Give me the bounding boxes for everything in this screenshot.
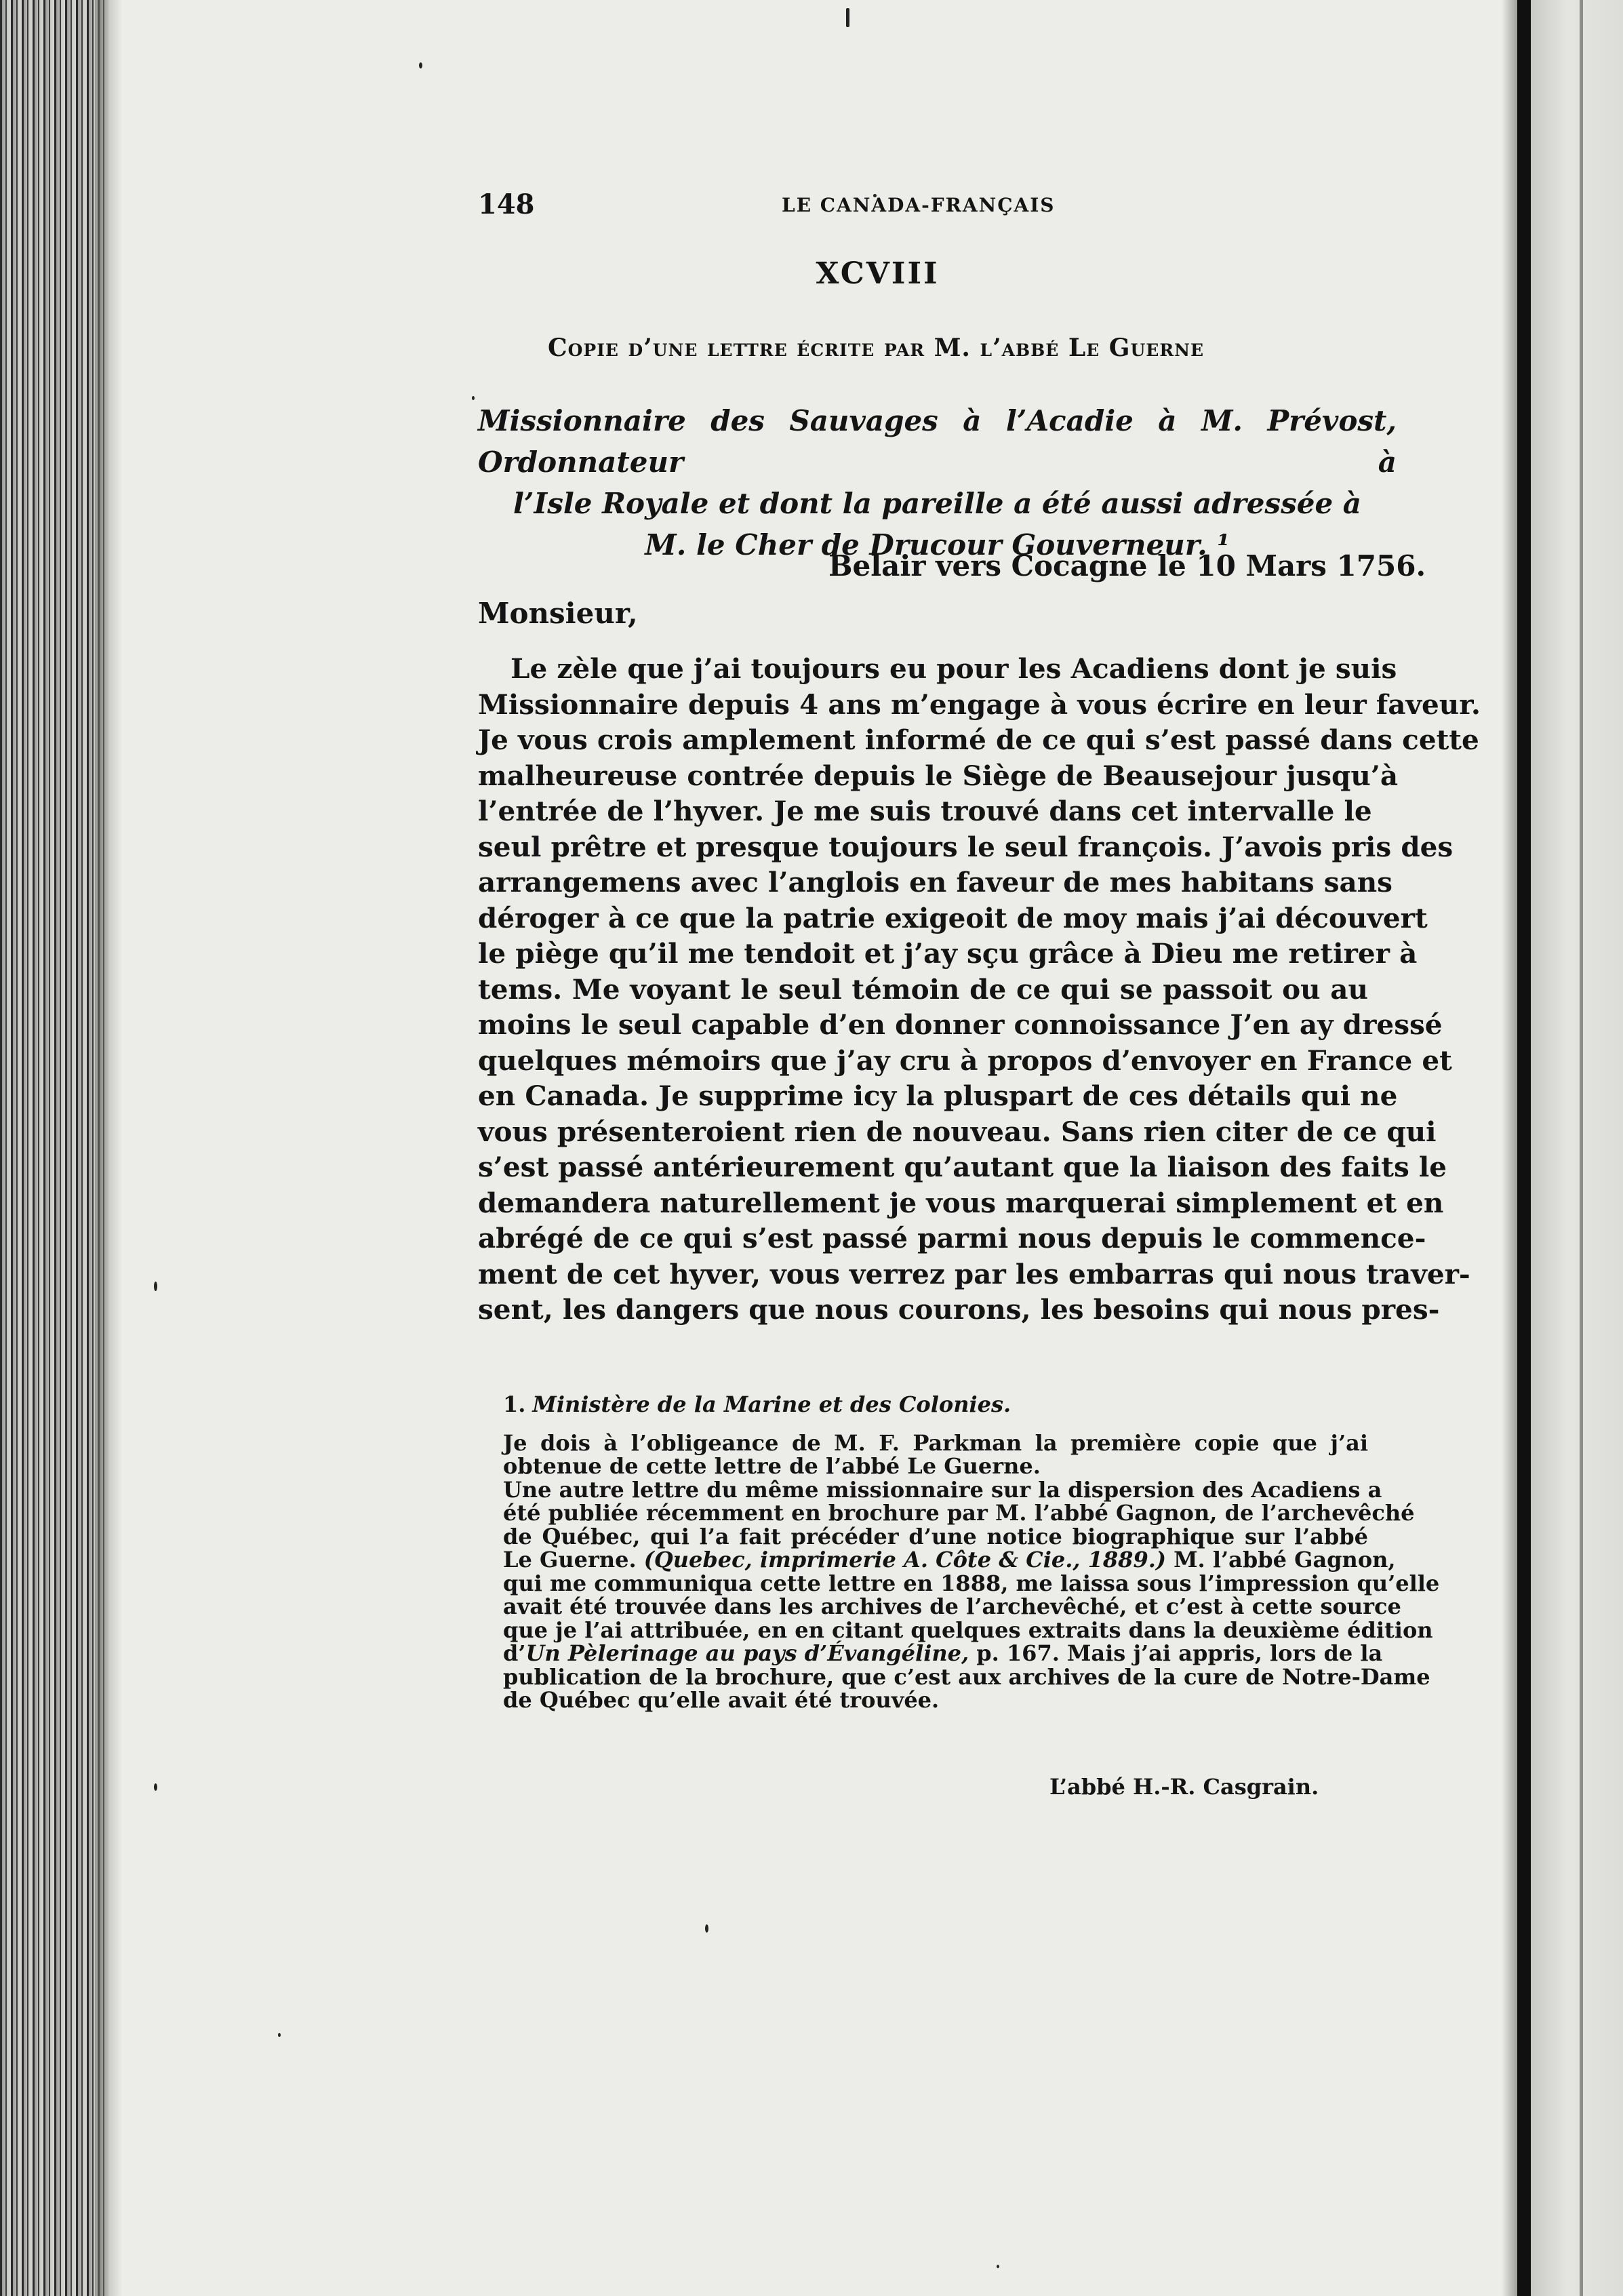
page-edge-shadow: [95, 0, 122, 2296]
body-line: ment de cet hyver, vous verrez par les embarras qui nous traver-: [478, 1257, 1470, 1290]
footnote-fragment: d’: [503, 1640, 526, 1666]
footnote-line: Je dois à l’obligeance de M. F. Parkman la première copie que j’ai: [503, 1429, 1368, 1456]
body-line: tems. Me voyant le seul témoin de ce qui se passoit ou au: [478, 972, 1368, 1006]
footnote-fragment: Le Guerne.: [503, 1547, 637, 1572]
footnote-book-title: Un Pèlerinage au pays d’Évangéline,: [525, 1640, 969, 1666]
footnote-line: avait été trouvée dans les archives de l’archevêché, et c’est à cette source: [503, 1594, 1401, 1619]
letter-dateline: Belair vers Cocagne le 10 Mars 1756.: [828, 549, 1426, 582]
next-page-line: [1580, 0, 1583, 2296]
body-line: Je vous crois amplement informé de ce qui s’est passé dans cette: [478, 724, 1479, 756]
document-subtitle: [478, 400, 1397, 566]
footnote-line: qui me communiqua cette lettre en 1888, me laissa sous l’impression qu’elle: [503, 1570, 1440, 1596]
footnotes: [503, 1391, 1440, 1713]
subtitle-line: l’Isle Royale et dont la pareille a été aussi adressée à: [513, 487, 1362, 520]
running-head: LE CANADA-FRANÇAIS: [782, 194, 1056, 216]
body-line: vous présenteroient rien de nouveau. Sans rien citer de ce qui: [478, 1115, 1437, 1148]
document-number: XCVIII: [816, 256, 940, 291]
next-page-edge: [1531, 0, 1623, 2296]
footnote-fragment: p. 167. Mais j’ai appris, lors de la: [976, 1640, 1383, 1666]
body-line: malheureuse contrée depuis le Siège de Beausejour jusqu’à: [478, 759, 1399, 792]
letter-body: [478, 651, 1481, 1328]
footnote-line: de Québec qu’elle avait été trouvée.: [503, 1687, 940, 1713]
footnote-publisher: (Quebec, imprimerie A. Côte & Cie., 1889.): [643, 1547, 1166, 1572]
body-line: moins le seul capable d’en donner connoissance J’en ay dressé: [478, 1008, 1443, 1041]
footnote-line: publication de la brochure, que c’est aux archives de la cure de Notre-Dame: [503, 1663, 1430, 1690]
body-line: s’est passé antérieurement qu’autant que la liaison des faits le: [478, 1151, 1447, 1183]
footnote-line: que je l’ai attribuée, en en citant quelques extraits dans la deuxième édition: [503, 1617, 1433, 1643]
gutter-shadow: [1502, 0, 1518, 2296]
footnote-line: obtenue de cette lettre de l’abbé Le Guerne.: [503, 1453, 1041, 1479]
footnote-fragment: M. l’abbé Gagnon,: [1174, 1547, 1396, 1572]
footnote-line: été publiée récemment en brochure par M. l’abbé Gagnon, de l’archevêché: [503, 1500, 1415, 1526]
document-title: Copie d’une lettre écrite par M. l’abbé Le Guerne: [548, 334, 1205, 362]
subtitle-line: M. le Cher de Drucour Gouverneur. ¹: [645, 528, 1230, 561]
body-line: Le zèle que j’ai toujours eu pour les Acadiens dont je suis: [510, 652, 1397, 685]
body-line: seul prêtre et presque toujours le seul françois. J’avois pris des: [478, 830, 1454, 863]
page-number: 148: [478, 189, 535, 220]
body-line: abrégé de ce qui s’est passé parmi nous depuis le commence-: [478, 1222, 1426, 1254]
body-line: sent, les dangers que nous courons, les besoins qui nous pres-: [478, 1293, 1440, 1326]
body-line: déroger à ce que la patrie exigeoit de moy mais j’ai découvert: [478, 901, 1428, 934]
footnote-line: Une autre lettre du même missionnaire sur la dispersion des Acadiens a: [503, 1476, 1382, 1503]
footnote-line: de Québec, qui l’a fait précéder d’une notice biographique sur l’abbé: [503, 1523, 1368, 1549]
letter-salutation: Monsieur,: [478, 597, 638, 630]
footnote-source-text: Ministère de la Marine et des Colonies.: [532, 1391, 1011, 1417]
body-line: en Canada. Je supprime icy la pluspart de ces détails qui ne: [478, 1080, 1398, 1112]
body-line: quelques mémoirs que j’ay cru à propos d’envoyer en France et: [478, 1044, 1452, 1077]
body-line: Missionnaire depuis 4 ans m’engage à vous écrire en leur faveur.: [478, 688, 1481, 721]
footnote-line-mixed: [503, 1640, 1383, 1666]
footnote-line-mixed: [503, 1547, 1396, 1572]
signature: L’abbé H.-R. Casgrain.: [1049, 1774, 1319, 1800]
footnote-source: [503, 1393, 1368, 1417]
body-line: l’entrée de l’hyver. Je me suis trouvé dans cet intervalle le: [478, 795, 1372, 827]
body-line: demandera naturellement je vous marquerai simplement et en: [478, 1186, 1444, 1219]
footnote-number: 1.: [503, 1391, 526, 1417]
page-header: [478, 189, 1366, 229]
subtitle-line: Missionnaire des Sauvages à l’Acadie à M. Prévost, Ordonnateur à: [478, 404, 1397, 479]
book-gutter: [1517, 0, 1531, 2296]
page-edge-stack: [0, 0, 108, 2296]
body-line: arrangemens avec l’anglois en faveur de mes habitans sans: [478, 866, 1392, 898]
body-line: le piège qu’il me tendoit et j’ay sçu grâce à Dieu me retirer à: [478, 937, 1418, 970]
